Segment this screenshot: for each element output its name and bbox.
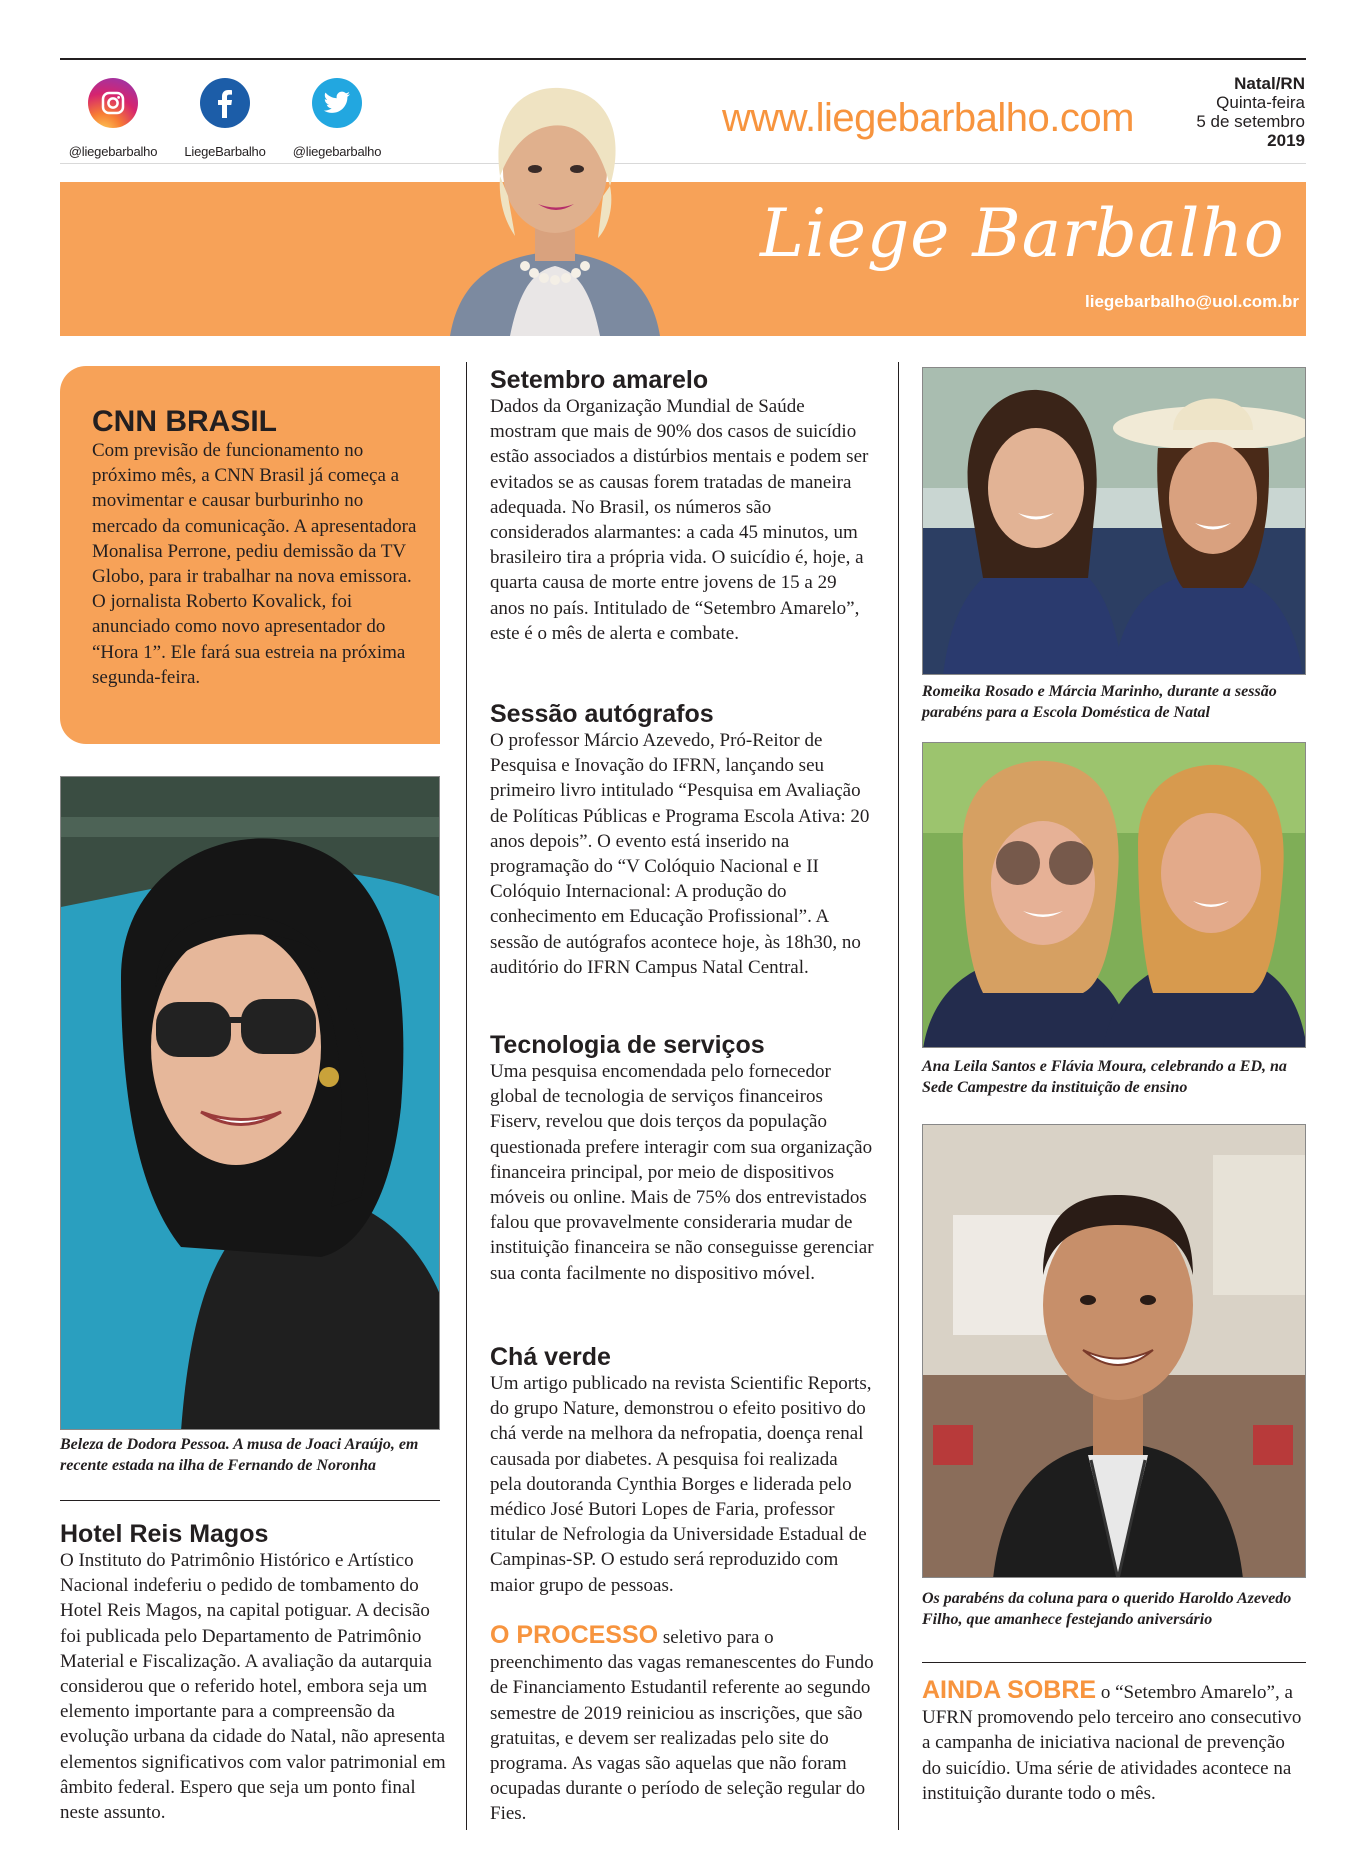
left-rule [60,1500,440,1501]
column-divider-left [466,362,467,1830]
email-link[interactable]: liegebarbalho@uol.com.br [1085,292,1299,311]
hotel-title: Hotel Reis Magos [60,1520,269,1548]
social-twitter[interactable] [272,78,402,159]
article-tecnologia-servicos [490,1031,874,1286]
ainda-text: o “Setembro Amarelo”, a UFRN promovendo pelo terceiro ano consecutivo a campanha de iniciativa nacional de prevenção do suicídio. Uma série de atividades acontece na instituição durante todo o mês. [922,1682,1302,1804]
column-title: Liege Barbalho [760,195,1285,272]
year: 2019 [1267,131,1305,150]
article-text: Um artigo publicado na revista Scientific Reports, do grupo Nature, demonstrou o efeito positivo do chá verde na melhora da nefropatia, doença renal causada por diabetes. A pesquisa foi realizada pela doutoranda Cynthia Borges e liderada pelo médico José Butori Lopes de Faria, professor titular de Nefrologia da Universidade Estadual de Campinas-SP. O estudo será reproduzido com maior grupo de pessoas. [490,1373,872,1596]
article-hotel-reis-magos [60,1520,450,1825]
caption-romeika-marcia: Romeika Rosado e Márcia Marinho, durante a sessão parabéns para a Escola Doméstica de Natal [922,683,1277,721]
article-text: Dados da Organização Mundial de Saúde mostram que mais de 90% dos casos de suicídio estão associados a distúrbios mentais e podem ser evitados se as causas forem tratadas de maneira adequada. No Brasil, os números são considerados alarmantes: a cada 45 minutos, um brasileiro tira a própria vida. O suicídio é, hoje, a quarta causa de morte entre jovens de 15 a 29 anos no país. Intitulado de “Setembro Amarelo”, este é o mês de alerta e combate. [490,396,869,644]
date-block [1196,74,1305,150]
city: Natal/RN [1234,74,1305,93]
caption-ana-leila-flavia: Ana Leila Santos e Flávia Moura, celebrando a ED, na Sede Campestre da instituição de ensino [922,1058,1287,1096]
social-instagram[interactable] [48,78,178,159]
cnn-brasil-title: CNN BRASIL [92,405,277,438]
photo-haroldo-azevedo [922,1124,1306,1578]
article-title: Sessão autógrafos [490,700,714,728]
website-link[interactable]: www.liegebarbalho.com [722,96,1134,140]
photo-ana-leila-flavia [922,742,1306,1048]
date: 5 de setembro [1196,112,1305,131]
top-rule [60,58,1306,60]
article-o-processo [490,1623,874,1827]
cnn-brasil-text: Com previsão de funcionamento no próximo mês, a CNN Brasil já começa a movimentar e causar burburinho no mercado da comunicação. A apresentadora Monalisa Perrone, pediu demissão da TV Globo, para ir trabalhar na nova emissora. O jornalista Roberto Kovalick, foi anunciado como novo apresentador do “Hora 1”. Ele fará sua estreia na próxima segunda-feira. [92,440,417,688]
hotel-text: O Instituto do Patrimônio Histórico e Artístico Nacional indeferiu o pedido de tombamento do Hotel Reis Magos, na capital potiguar. A decisão foi publicada pelo Departamento de Patrimônio Material e Fiscalização. A avaliação da autarquia considerou que o referido hotel, embora seja um elemento importante para a compreensão da evolução urbana da cidade do Natal, não apresenta elementos significativos com valor patrimonial em âmbito federal. Espero que seja um ponto final neste assunto. [60,1550,446,1824]
instagram-handle: @liegebarbalho [68,144,158,159]
facebook-handle: LiegeBarbalho [184,144,266,159]
article-cha-verde [490,1343,874,1598]
article-text: O professor Márcio Azevedo, Pró-Reitor de Pesquisa e Inovação do IFRN, lançando seu primeiro livro intitulado “Pesquisa em Avaliação de Políticas Públicas e Programa Escola Ativa: 20 anos depois”. O evento está inserido na programação do “V Colóquio Nacional e II Colóquio Internacional: A produção do conhecimento em Educação Profissional”. A sessão de autógrafos acontece hoje, às 18h30, no auditório do IFRN Campus Natal Central. [490,730,870,978]
instagram-icon [88,78,138,128]
processo-lead: O PROCESSO [490,1621,659,1649]
article-ainda-sobre [922,1678,1306,1806]
caption-haroldo-azevedo: Os parabéns da coluna para o querido Haroldo Azevedo Filho, que amanhece festejando aniversário [922,1590,1292,1628]
facebook-icon [200,78,250,128]
photo-romeika-marcia [922,367,1306,675]
article-title: Setembro amarelo [490,366,709,394]
twitter-icon [312,78,362,128]
social-facebook[interactable] [160,78,290,159]
article-sessao-autografos [490,700,874,980]
article-text: Uma pesquisa encomendada pelo fornecedor global de tecnologia de serviços financeiros Fiserv, revelou que dois terços da população questionada prefere interagir com sua organização financeira principal, por meio de dispositivos móveis ou online. Mais de 75% dos entrevistados falou que provavelmente consideraria mudar de instituição financeira se não conseguisse gerenciar sua conta facilmente no dispositivo móvel. [490,1061,874,1284]
cnn-brasil-box [60,366,440,744]
columnist-portrait [420,66,690,336]
article-setembro-amarelo [490,366,874,646]
twitter-handle: @liegebarbalho [292,144,382,159]
ainda-lead: AINDA SOBRE [922,1676,1097,1704]
column-divider-right [898,362,899,1830]
caption-dodora: Beleza de Dodora Pessoa. A musa de Joaci Araújo, em recente estada na ilha de Fernando de Noronha [60,1436,419,1474]
right-rule [922,1662,1306,1663]
photo-dodora-pessoa [60,776,440,1430]
processo-text: seletivo para o preenchimento das vagas remanescentes do Fundo de Financiamento Estudantil referente ao segundo semestre de 2019 reiniciou as inscrições, que são gratuitas, e devem ser realizadas pelo site do programa. As vagas são aquelas que não foram ocupadas durante o período de seleção regular do Fies. [490,1627,874,1825]
article-title: Chá verde [490,1343,611,1371]
article-title: Tecnologia de serviços [490,1031,765,1059]
weekday: Quinta-feira [1216,93,1305,112]
